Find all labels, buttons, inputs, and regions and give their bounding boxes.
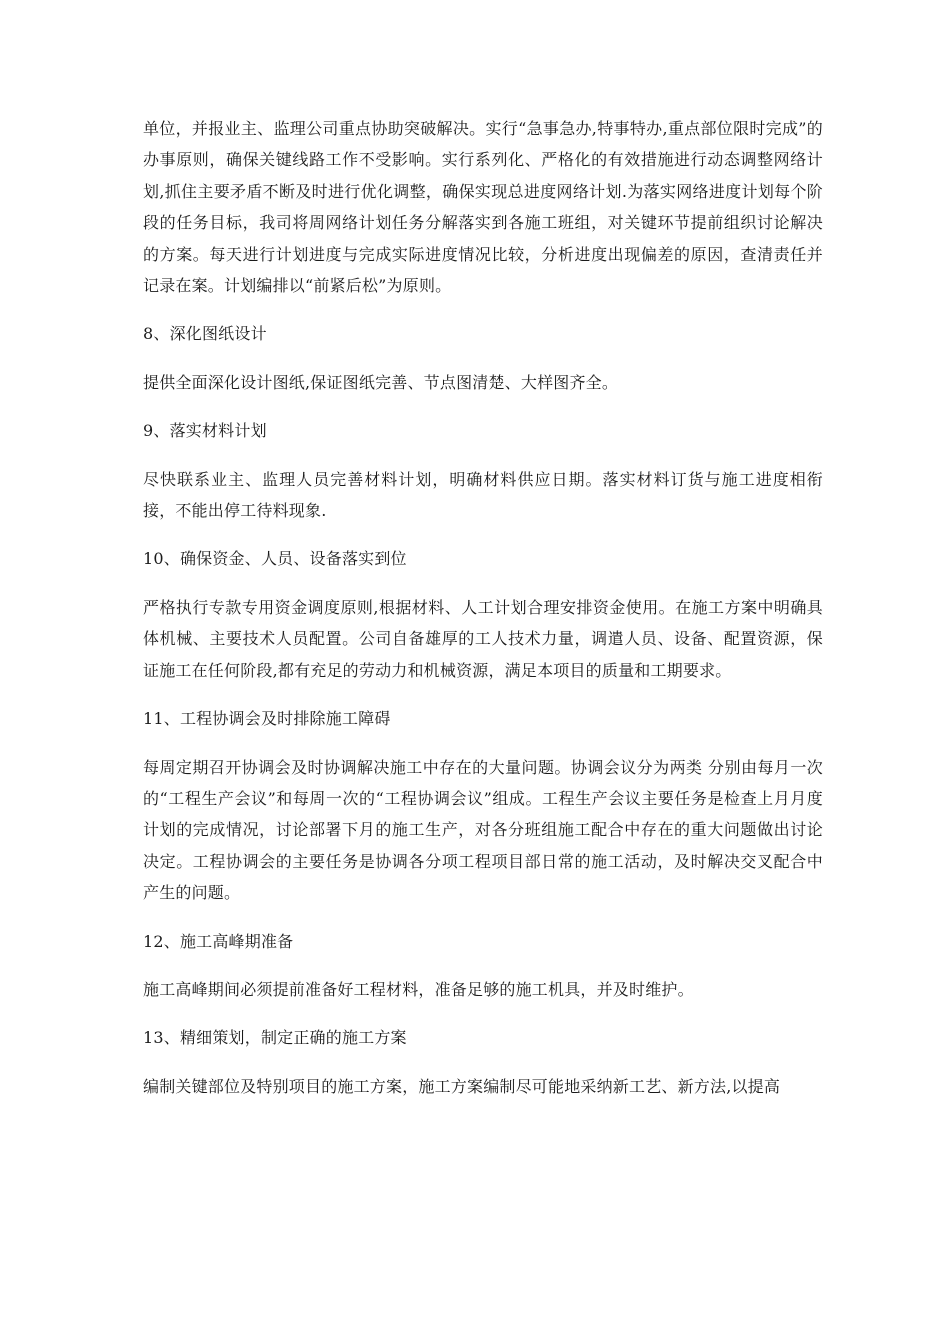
spacer (143, 398, 823, 415)
spacer (143, 735, 823, 752)
spacer (143, 526, 823, 543)
heading-section-9: 9、落实材料计划 (143, 421, 267, 441)
document-body (143, 113, 823, 1102)
heading-section-12: 12、施工高峰期准备 (143, 931, 294, 951)
spacer (143, 686, 823, 703)
spacer (143, 957, 823, 974)
heading-section-8: 8、深化图纸设计 (143, 324, 267, 344)
paragraph-section-13: 编制关键部位及特别项目的施工方案，施工方案编制尽可能地采纳新工艺、新方法,以提高 (143, 1076, 781, 1096)
spacer (143, 301, 823, 318)
spacer (143, 909, 823, 926)
spacer (143, 350, 823, 367)
spacer (143, 575, 823, 592)
paragraph-section-9: 尽快联系业主、监理人员完善材料计划，明确材料供应日期。落实材料订货与施工进度相衔接，不能出停工待料现象. (143, 469, 823, 521)
paragraph-schedule-control: 单位，并报业主、监理公司重点协助突破解决。实行“急事急办,特事特办,重点部位限时完成”的办事原则，确保关键线路工作不受影响。实行系列化、严格化的有效措施进行动态调整网络计划,抓住主要矛盾不断及时进行优化调整，确保实现总进度网络计划.为落实网络进度计划每个阶段的任务目标，我司将周网络计划任务分解落实到各施工班组，对关键环节提前组织讨论解决的方案。每天进行计划进度与完成实际进度情况比较，分析进度出现偏差的原因，查清责任并记录在案。计划编排以“前紧后松”为原则。 (143, 119, 823, 296)
heading-section-13: 13、精细策划，制定正确的施工方案 (143, 1028, 407, 1048)
spacer (143, 447, 823, 464)
heading-section-11: 11、工程协调会及时排除施工障碍 (143, 709, 391, 729)
paragraph-section-11: 每周定期召开协调会及时协调解决施工中存在的大量问题。协调会议分为两类 分别由每月一次的“工程生产会议”和每周一次的“工程协调会议”组成。工程生产会议主要任务是检查上月月度计划的完成情况，讨论部署下月的施工生产，对各分班组施工配合中存在的重大问题做出讨论决定。工程协调会的主要任务是协调各分项工程项目部日常的施工活动，及时解决交叉配合中产生的问题。 (143, 757, 823, 903)
paragraph-section-12: 施工高峰期间必须提前准备好工程材料，准备足够的施工机具，并及时维护。 (143, 979, 694, 999)
spacer (143, 1054, 823, 1071)
paragraph-section-10: 严格执行专款专用资金调度原则,根据材料、人工计划合理安排资金使用。在施工方案中明确具体机械、主要技术人员配置。公司自备雄厚的工人技术力量，调遣人员、设备、配置资源，保证施工在任何阶段,都有充足的劳动力和机械资源，满足本项目的质量和工期要求。 (143, 597, 823, 680)
heading-section-10: 10、确保资金、人员、设备落实到位 (143, 549, 407, 569)
paragraph-section-8: 提供全面深化设计图纸,保证图纸完善、节点图清楚、大样图齐全。 (143, 372, 619, 392)
spacer (143, 1005, 823, 1022)
